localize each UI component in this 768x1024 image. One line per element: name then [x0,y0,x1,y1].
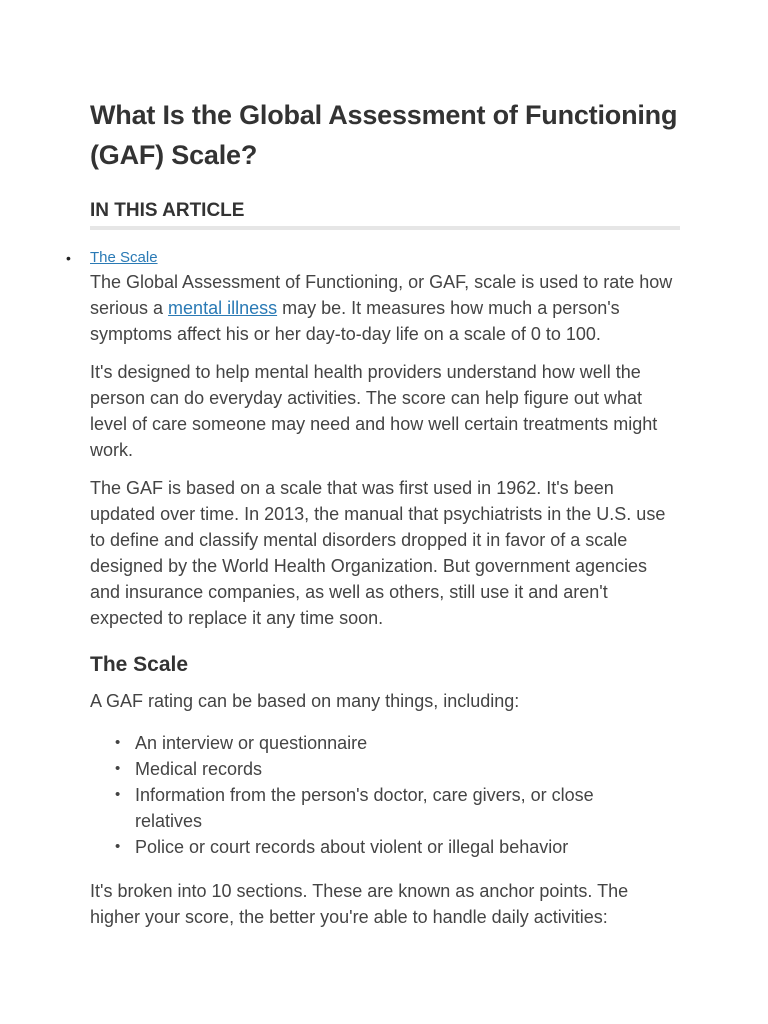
intro-text-end: may be. It measures how much a person's symptoms affect his or her day-to-day life on a scale of 0 to 100. [90,298,620,344]
bullet-icon: • [115,734,121,751]
bullet-icon: • [115,838,121,855]
toc-item-the-scale [66,248,680,268]
rating-sources-list [90,730,680,860]
list-item [115,730,680,756]
page-title: What Is the Global Assessment of Functioning (GAF) Scale? [90,100,678,170]
list-item [115,782,680,834]
scale-lead-paragraph: A GAF rating can be based on many things, including: [90,691,520,711]
toc-heading: IN THIS ARTICLE [90,199,680,230]
article [66,0,680,942]
intro-paragraph-1 [90,269,680,347]
intro-paragraph-2: It's designed to help mental health providers understand how well the person can do everyday activities. The score can help figure out what level of care someone may need and how well certain treatments might work. [90,362,658,460]
intro-text-start: The Global Assessment of Functioning, or GAF, scale is used to rate how serious a [90,272,673,318]
bullet-icon: • [66,250,71,266]
list-item-text: An interview or questionnaire [135,733,368,753]
table-of-contents [66,248,680,268]
list-item [115,834,680,860]
bullet-icon: • [115,760,121,777]
list-item-text: Medical records [135,759,263,779]
mental-illness-link[interactable]: mental illness [168,298,278,318]
list-item [115,756,680,782]
section-heading-the-scale: The Scale [90,653,189,676]
toc-link-the-scale[interactable]: The Scale [90,249,158,266]
list-item-text: Information from the person's doctor, care givers, or close relatives [135,785,594,831]
intro-paragraph-3: The GAF is based on a scale that was first used in 1962. It's been updated over time. In 2013, the manual that psychiatrists in the U.S. use to define and classify mental disorders dropped it in favor of a scale designed by the World Health Organization. But government agencies and insurance companies, as well as others, still use it and aren't expected to replace it any time soon. [90,478,666,628]
list-item-text: Police or court records about violent or illegal behavior [135,837,569,857]
bullet-icon: • [115,786,121,803]
scale-closing-paragraph: It's broken into 10 sections. These are known as anchor points. The higher your score, the better you're able to handle daily activities: [90,881,629,927]
